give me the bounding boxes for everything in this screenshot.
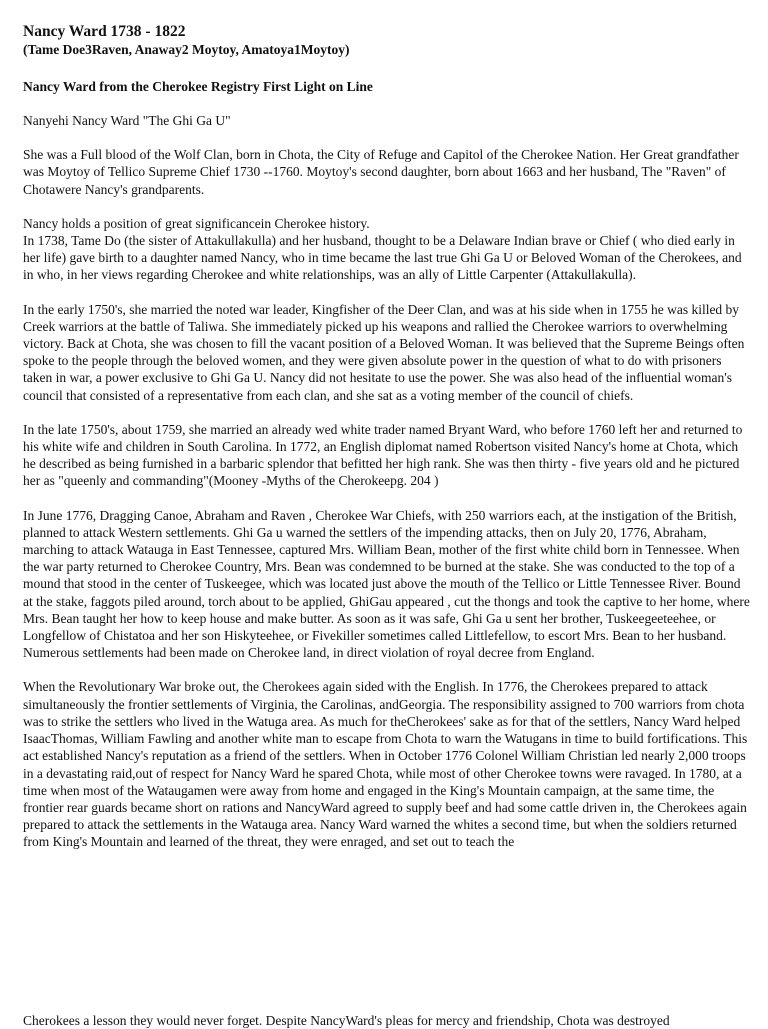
document-subtitle: (Tame Doe3Raven, Anaway2 Moytoy, Amatoya1Moytoy): [23, 42, 350, 57]
paragraph-revolutionary-war: When the Revolutionary War broke out, the Cherokees again sided with the English. In 1776, the Cherokees prepared to attack simultaneously the frontier settlements of Virginia, the Carolinas, andGeorgia. The responsibility assigned to 700 warriors from chota was to strike the settlers who lived in the Watuga area. As much for theCherokees' sake as for that of the settlers, Nancy Ward helped IsaacThomas, William Fawling and another white man to escape from Chota to warn the Watugans in time to build fortifications. This act established Nancy's reputation as a friend of the settlers. When in October 1776 Colonel William Christian led nearly 2,000 troops in a devastating raid,out of respect for Nancy Ward he spared Chota, while most of other Cherokee towns were ravaged. In 1780, at a time when most of the Wataugamen were away from home and engaged in the King's Mountain campaign, at the same time, the frontier rear guards became short on rations and NancyWard agreed to supply beef and had some cattle driven in, the Cherokees again prepared to attack the settlements in the Watauga area. Nancy Ward warned the whites a second time, but when the soldiers returned from King's Mountain and learned of the threat, they were enraged, and set out to teach the: [23, 679, 748, 850]
section-heading: Nancy Ward from the Cherokee Registry First Light on Line: [23, 79, 373, 94]
paragraph-significance: Nancy holds a position of great significancein Cherokee history.: [23, 215, 370, 231]
document-title: Nancy Ward 1738 - 1822: [23, 23, 186, 40]
paragraph-mrs-bean: In June 1776, Dragging Canoe, Abraham and Raven , Cherokee War Chiefs, with 250 warriors each, at the instigation of the British, planned to attack Western settlements. Ghi Ga u warned the settlers of the impending attacks, then on July 20, 1776, Abraham, marching to attack Watauga in East Tennessee, captured Mrs. William Bean, mother of the first white child born in Tennessee. When the war party returned to Cherokee Country, Mrs. Bean was condemned to be burned at the stake. She was conducted to the top of a mound that stood in the center of Tuskeegee, which was located just above the mouth of the Tellico or Little Tennessee River. Bound at the stake, faggots piled around, torch about to be applied, GhiGau appeared , cut the thongs and took the captive to her home, where Mrs. Bean taught her how to keep house and make butter. As soon as it was safe, Ghi Ga u sent her brother, Tuskeegeeteehee, or Longfellow of Chistatoa and her son Hiskyteehee, or Fivekiller sometimes called Littlefellow, to escort Mrs. Bean to her husband. Numerous settlements had been made on Cherokee land, in direct violation of royal decree from England.: [23, 507, 750, 661]
paragraph-lineage: She was a Full blood of the Wolf Clan, born in Chota, the City of Refuge and Capitol of the Cherokee Nation. Her Great grandfather was Moytoy of Tellico Supreme Chief 1730 --1760. Moytoy's second daughter, born about 1663 and her husband, The "Raven" of Chotawere Nancy's grandparents.: [23, 147, 739, 197]
document-page: [23, 22, 751, 868]
paragraph-bryant-ward: In the late 1750's, about 1759, she married an already wed white trader named Bryant Ward, who before 1760 left her and returned to his white wife and children in South Carolina. In 1772, an English diplomat named Robertson visited Nancy's home at Chota, which he described as being furnished in a barbaric splendor that befitted her high rank. She was then thirty - five years old and he pictured her as "queenly and commanding"(Mooney -Myths of the Cherokeepg. 204 ): [23, 421, 743, 489]
continuation-line: Cherokees a lesson they would never forget. Despite NancyWard's pleas for mercy and friendship, Chota was destroyed: [23, 1013, 670, 1028]
name-line: Nanyehi Nancy Ward "The Ghi Ga U": [23, 113, 231, 128]
paragraph-kingfisher: In the early 1750's, she married the noted war leader, Kingfisher of the Deer Clan, and was at his side when in 1755 he was killed by Creek warriors at the battle of Taliwa. She immediately picked up his weapons and rallied the Cherokee warriors to overwhelming victory. Back at Chota, she was chosen to fill the vacant position of a Beloved Woman. It was believed that the Supreme Beings often spoke to the people through the beloved women, and they were given absolute power in the question of what to do with prisoners taken in war, a power exclusive to Ghi Ga U. Nancy did not hesitate to use the power. She was also head of the influential woman's council that consisted of a representative from each clan, and she sat as a voting member of the council of chiefs.: [23, 301, 745, 403]
paragraph-birth: In 1738, Tame Do (the sister of Attakullakulla) and her husband, thought to be a Delaware Indian brave or Chief ( who died early in her life) gave birth to a daughter named Nancy, who in time became the last true Ghi Ga U or Beloved Woman of the Cherokees, and in who, in her views regarding Cherokee and white relationships, was an ally of Little Carpenter (Attakullakulla).: [23, 233, 742, 283]
